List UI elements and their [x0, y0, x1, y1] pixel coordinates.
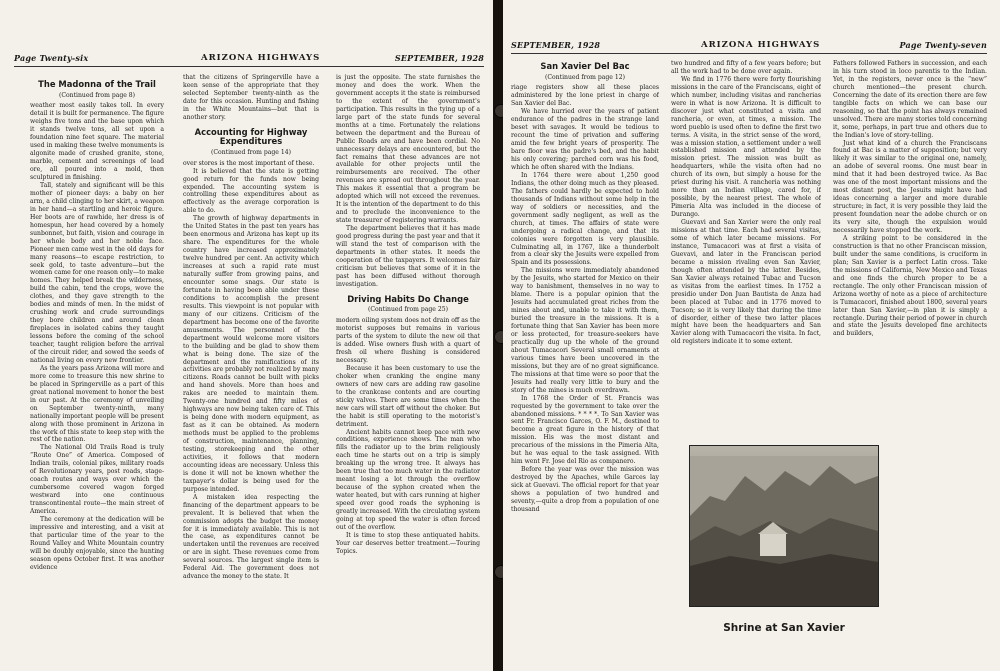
paragraph: Ancient habits cannot keep pace with new conditions, experience shows. The man who fills the radiator up to the brim religiously each time he starts out on a trip is simply breaking up the wrong tree. It always has been true that too much water in the radiator meant losing a lot through the overflow because of the syphon created when the water heated, but with cars running at higher speed over good roads the syphoning is greatly increased. With the circulating system going at top speed the water is often forced out of the overflow.	[336, 428, 480, 531]
paragraph: The growth of highway departments in the United States in the past ten years has been enormous and Arizona has kept up its share. The expenditures for the whole country have increased approximately twelve hundred per cent. An activity which increases at such a rapid rate must naturally suffer from growing pains, and encounter some snags. Our state is fortunate in having been able under these conditions to accomplish the present results. This viewpoint is not popular with many of our citizens. Criticism of the department has become one of the favorite amusements. The personnel of the department would welcome more visitors to the building and be glad to show them what is being done. The size of the department and the ramifications of its activities are probably not realized by many citizens. Roads cannot be built with picks and hand shovels. More than hoes and rakes are needed to maintain them. Twenty-one hundred and fifty miles of highways are now being taken care of. This is being done with modern equipment, as fast as it can be obtained. As modern methods must be applied to the problems of construction, maintenance, planning, testing, storekeeping and the other activities, it follows that modern accounting ideas are necessary. Unless this is done it will not be known whether the taxpayer's dollar is being used for the purpose intended.	[183, 215, 319, 493]
paragraph: Before the year was over the mission was destroyed by the Apaches, while Garces lay sick at Guevavi. The official report for that year shows a population of two hundred and seventy,—quite a drop from a population of one thousand	[511, 466, 659, 513]
issue-date: SEPTEMBER, 1928	[511, 40, 601, 50]
right-column-1	[511, 60, 659, 666]
photo-caption: Shrine at San Xavier	[723, 622, 845, 634]
paragraph: In 1768 the Order of St. Francis was requested by the government to take over the abandoned missions. * * * *. To San Xavier was sent Fr. Francisco Garces, O. F. M., destined to become a great figure in the history of that mission. His was the most distant and precarious of the missions in the Pimeria Alta, but he was equal to the task assigned. With him went Fr. Jose del Rio as companero.	[511, 394, 659, 466]
article-title: Driving Habits Do Change	[347, 293, 469, 304]
right-page-header	[511, 40, 987, 54]
paragraph: We have hurried over the years of patient endurance of the padres in the strange land beset with savages. It would be tedious to recount the time of privation and suffering amid the few bright years of prosperity. The bare floor was the padre's bed, and the habit his only covering; parched corn was his food, which he often shared with the Indians.	[511, 108, 659, 171]
header-rule	[511, 53, 987, 54]
left-column-3	[336, 74, 480, 664]
paragraph: In 1764 there were about 1,250 good Indians, the other doing much as they pleased. The fathers could hardly be expected to hold thousands of Indians without some help in the way of soldiers or necessities, and the government sadly negligent, as well as the church, at times. The affairs of state were undergoing a radical change, and that its colonies were forgotten is very plausible. Culminating all, in 1767, like a thunderbolt from a clear sky the Jesuits were expelled from Spain and its possessions.	[511, 171, 659, 267]
page-number-label: Page Twenty-seven	[899, 40, 987, 50]
paragraph: is just the opposite. The state furnishes the money and does the work. When the government accepts it the state is reimbursed to the extent of the government's participation. This results in the tying up of a large part of the state funds for several months at a time. Fortunately the relations between the department and the Bureau of Public Roads are and have been cordial. No unnecessary delays are encountered, but the fact remains that these advances are not available for other projects until the reimbursements are received. The other revenues are spread out throughout the year. This makes it essential that a program be adopted which will not exceed the revenues. It is the intention of the department to do this and to preclude the inconvenience to the state treasurer of registering warrants.	[336, 74, 480, 225]
continued-note: (Continued from page 25)	[368, 306, 448, 314]
paragraph: We find in 1776 there were forty flourishing missions in the care of the Franciscans, eight of which number, including visitas and rancherias were in what is now Arizona. It is difficult to discover just what constituted a visita and rancheria, or even, at times, a mission. The word pueblo is used often to define the first two terms. A visita, in the strict sense of the word, was a mission station, a settlement under a well established mission and attended by the mission priest. The mission was built as headquarters, while the visita often had no church of its own, but simply a house for the priest during his visit. A rancheria was nothing more than an Indian village, cared for, if possible, by the nearest priest. The whole of Pimeria Alta was included in the diocese of Durango.	[671, 75, 821, 219]
paragraph: weather most easily takes toll. In every detail it is built for permanence. The figure weighs five tons and the base upon which it stands twelve tons, all set upon a foundation nine feet square. The material used in making these twelve monuments is algonite made of crushed granite, stone, marble, cement and screenings of lead ore, all poured into a mold, then sculptured in finishing.	[30, 102, 164, 182]
paragraph: Just what kind of a church the Franciscans found at Bac is a matter of supposition; but very likely it was similar to the original one, namely, an adobe of several rooms. One must bear in mind that it had been destroyed twice. As Bac was one of the most important missions and the most distant post, the Jesuits might have had ideas concerning a larger and more durable structure; in fact, it is very possible they laid the present foundation near the adobe church or on its very site, though the expulsion would necessarily have stopped the work.	[833, 139, 987, 235]
paragraph: A mistaken idea respecting the financing of the department appears to be prevalent. It is believed that when the commission adopts the budget the money for it is immediately available. This is not the case, as expenditures cannot be undertaken until the revenues are received or are in sight. These revenues come from several sources. The largest single item is Federal Aid. The government does not advance the money to the state. It	[183, 493, 319, 581]
mountain-shrine-image	[690, 456, 878, 606]
paragraph: It is believed that the state is getting good return for the funds now being expended. The accounting system is controlling these expenditures about as effectively as the average corporation is able to do.	[183, 167, 319, 215]
paragraph: A striking point to be considered in the construction is that no other Franciscan mission, built under the same conditions, is cruciform in plan; San Xavier is a perfect Latin cross. Take the missions of California, New Mexico and Texas and one finds the church proper to be a rectangle. The only other Franciscan mission of Arizona worthy of note as a piece of architecture is Tumacacori, finished about 1800, several years later than San Xavier,—in plan it is simply a rectangle. During their period of power in church and state the Jesuits developed fine architects and builders,	[833, 234, 987, 338]
issue-date: SEPTEMBER, 1928	[394, 53, 484, 63]
magazine-title: ARIZONA HIGHWAYS	[701, 40, 821, 50]
left-page	[0, 0, 497, 671]
left-column-1	[30, 74, 164, 664]
paragraph: It is time to stop these antiquated habits. Your car deserves better treatment.—Touring Topics.	[336, 531, 480, 555]
article-title: The Madonna of the Trail	[38, 79, 156, 89]
paragraph: modern oiling system does not drain off as the motorist supposes but remains in various parts of the system to dilute the new oil that is added. Wise owners flush with a quart of fresh oil where flushing is considered necessary.	[336, 317, 480, 364]
paragraph: riage registers show all these places administered by the lone priest in charge of San Xavier del Bac.	[511, 84, 659, 108]
paragraph: The ceremony at the dedication will be impressive and interesting, and a visit at that particular time of the year to the Round Valley and White Mountain country will be doubly enjoyable, since the hunting season opens October first. It was another evidence	[30, 516, 164, 571]
right-column-2	[671, 60, 821, 438]
paragraph: that the citizens of Springerville have a keen sense of the appropriate that they selected September twenty-ninth as the date for this occasion. Hunting and fishing in the White Mountains—but that is another story.	[183, 74, 319, 121]
page-number-label: Page Twenty-six	[14, 53, 89, 63]
paragraph: As the years pass Arizona will more and more come to treasure this new shrine to be placed in Springerville as a part of this great national movement to honor the best in our past. At the ceremony of unveiling on September twenty-ninth, many nationally important people will be present along with those prominent in Arizona in the work of this state to keep step with the rest of the nation.	[30, 364, 164, 444]
paragraph: Fathers followed Fathers in succession, and each in his turn stood in loco parentis to the Indian. Yet, in the registers, never once is the “new” church mentioned—the present church. Concerning the date of its erection there are few tangible facts on which we can base our reasoning, so that the point has always remained unsolved. There are many stories told concerning it, some, perhaps, in part true and others due to the Indian's love of story-telling.	[833, 60, 987, 139]
paragraph: The department believes that it has made good progress during the past year and that it will stand the test of comparison with the departments in other states. It needs the cooperation of the taxpayers. It welcomes fair criticism but believes that some of it in the past has been diffused without thorough investigation.	[336, 225, 480, 288]
paragraph: Guevavi and San Xavier were the only real missions at that time. Each had several visitas, some of which later became missions. For instance, Tumacacori was at first a visita of Guevavi, and later in the Franciscan period became a mission rivaling even San Xavier, though often attended by the latter. Besides, San Xavier always retained Tubac and Tucson as visitas from the earliest times. In 1752 a presidio under Don Juan Bautista de Anza had been placed at Tubac and in 1776 moved to Tucson; so it is very likely that during the time of disorder, either of these two latter places might have been the headquarters and San Xavier along with Tumacacori the visita. In fact, old registers indicate it to some extent.	[671, 219, 821, 346]
left-column-2	[183, 74, 319, 664]
paragraph: two hundred and fifty of a few years before; but all the work had to be done over again.	[671, 60, 821, 75]
article-title: San Xavier Del Bac	[540, 61, 630, 71]
continued-note: (Continued from page 14)	[211, 148, 291, 156]
article-title: Accounting for Highway Expenditures	[194, 126, 308, 147]
header-rule	[14, 66, 484, 67]
continued-note: (Continued from page 8)	[58, 91, 136, 99]
magazine-title: ARIZONA HIGHWAYS	[201, 53, 321, 63]
right-page	[503, 0, 1000, 671]
paragraph: Tall, stately and significant will be this mother of pioneer days: a baby on her arm, a child clinging to her skirt, a weapon in her hand—a startling and heroic figure. Her boots are of rawhide, her dress is of homespun, her head covered by a homely sunbonnet, but faith, vision and courage in her whole body and her noble face. Pioneer men came west in the old days for many reasons—to escape restriction, to seek gold, to taste adventure—but the women came for one reason only—to make homes. They helped break the wilderness, build the cabin, tend the crops, wove the clothes, and they gave strength to the bodies and minds of men. In the midst of crushing work and crude surroundings they bore children and around clean fireplaces in isolated cabins they taught lessons before the coming of the school teacher, taught religion before the arrival of the circuit rider, and sowed the seeds of national living on every new frontier.	[30, 181, 164, 364]
shrine-photo	[689, 445, 879, 607]
paragraph: over stores is the most important of these.	[183, 159, 315, 167]
left-page-header	[14, 53, 484, 67]
paragraph: The National Old Trails Road is truly “Route One” of America. Composed of Indian trails, colonial pikes, military roads of Revolutionary years, post roads, stage-coach routes and ways over which the cumbersome covered wagon forged westward into one continuous transcontinental route—the main street of America.	[30, 444, 164, 516]
paragraph: Because it has been customary to use the choker when cranking the engine many owners of new cars are adding raw gasoline to the crankcase contents and are courting sticky valves. There are some times when the new cars will start off without the choker. But the habit is still operating to the motorist's detriment.	[336, 364, 480, 428]
continued-note: (Continued from page 12)	[545, 73, 625, 81]
paragraph: The missions were immediately abandoned by the Jesuits, who started for Mexico on their way to banishment, themselves in no way to blame. There is a popular opinion that the Jesuits had accumulated great riches from the mines about and, unable to take it with them, buried the treasure in the missions. It is a fortunate thing that San Xavier has been more or less protected, for treasure-seekers have practically dug up the whole of the ground about Tumacacori Several small ornaments at various times have been uncovered in the missions, but they are of no great significance. The missions at that time were so poor that the Jesuits had really very little to bury and the story of the mines is much overdrawn.	[511, 267, 659, 394]
right-column-3	[833, 60, 987, 438]
